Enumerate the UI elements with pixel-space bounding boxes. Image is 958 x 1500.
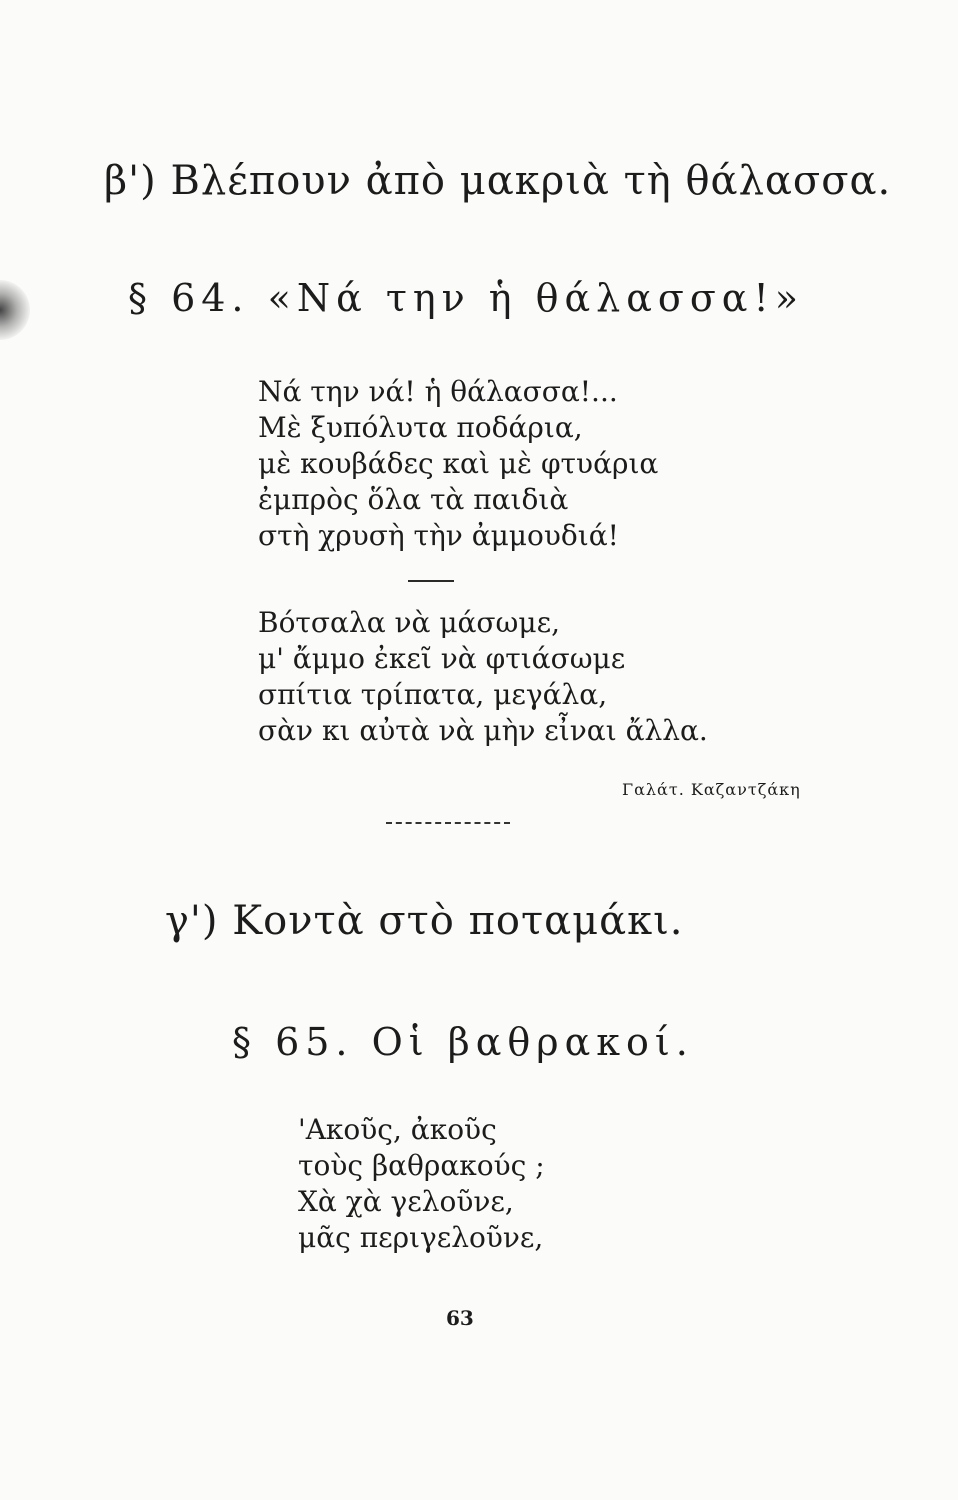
verse-line: Νά την νά! ἡ θάλασσα!... xyxy=(258,375,618,408)
verse-line: Βότσαλα νὰ μάσωμε, xyxy=(258,606,560,639)
verse-line: τοὺς βαθρακούς ; xyxy=(298,1149,545,1182)
verse-line: σπίτια τρίπατα, μεγάλα, xyxy=(258,678,608,711)
section-separator xyxy=(386,822,510,824)
verse-line: μ' ἄμμο ἐκεῖ νὰ φτιάσωμε xyxy=(258,642,626,675)
author-attribution: Γαλάτ. Καζαντζάκη xyxy=(622,780,801,799)
section-c-heading: γ') Κοντὰ στὸ ποταμάκι. xyxy=(165,898,684,944)
page-number: 63 xyxy=(446,1306,474,1330)
section-b-heading: β') Βλέπουν ἀπὸ μακριὰ τὴ θάλασσα. xyxy=(104,158,892,204)
lesson-65-stanza-1 xyxy=(298,1112,545,1256)
verse-line: 'Ακοῦς, ἀκοῦς xyxy=(298,1113,497,1146)
lesson-64-stanza-2 xyxy=(258,605,708,749)
verse-line: μᾶς περιγελοῦνε, xyxy=(298,1221,544,1254)
verse-line: σὰν κι αὐτὰ νὰ μὴν εἶναι ἄλλα. xyxy=(258,714,708,747)
lesson-65-title: § 65. Οἱ βαθρακοί. xyxy=(232,1020,694,1064)
stanza-divider xyxy=(408,580,454,582)
page-edge-mark xyxy=(0,280,30,340)
lesson-64-title: § 64. «Νά την ἡ θάλασσα!» xyxy=(128,276,804,320)
verse-line: μὲ κουβάδες καὶ μὲ φτυάρια xyxy=(258,447,659,480)
verse-line: στὴ χρυσὴ τὴν ἀμμουδιά! xyxy=(258,519,619,552)
verse-line: Χὰ χὰ γελοῦνε, xyxy=(298,1185,514,1218)
verse-line: ἐμπρὸς ὅλα τὰ παιδιὰ xyxy=(258,483,569,516)
lesson-64-stanza-1 xyxy=(258,374,658,554)
verse-line: Μὲ ξυπόλυτα ποδάρια, xyxy=(258,411,583,444)
